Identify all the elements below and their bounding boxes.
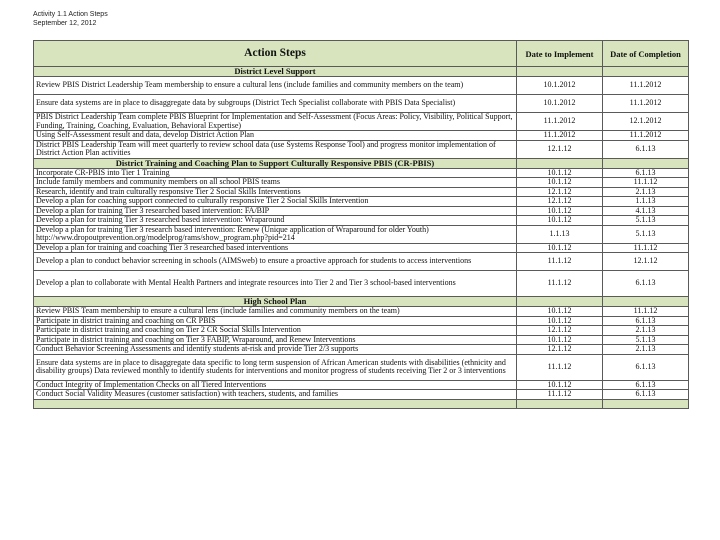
table-row [34, 345, 689, 355]
table-row [34, 216, 689, 226]
completion-date: 12.1.2012 [603, 113, 689, 131]
table-row [34, 187, 689, 197]
action-step-text: Develop a plan for coaching support connected to culturally responsive Tier 2 Social Skills Intervention [34, 197, 517, 207]
action-step-text: Using Self-Assessment result and data, develop District Action Plan [34, 131, 517, 141]
action-step-text: Review PBIS District Leadership Team membership to ensure a cultural lens (include families and community members on the team) [34, 77, 517, 95]
completion-date: 11.1.2012 [603, 77, 689, 95]
implement-date: 11.1.12 [517, 390, 603, 400]
completion-date: 5.1.13 [603, 225, 689, 243]
date-to-implement-header: Date to Implement [517, 41, 603, 67]
implement-date: 10.1.12 [517, 380, 603, 390]
implement-date: 10.1.12 [517, 307, 603, 317]
table-row [34, 225, 689, 243]
action-step-text: Develop a plan to conduct behavior screening in schools (AIMSweb) to ensure a proactive approach for students to access interventions [34, 253, 517, 271]
table-row [34, 113, 689, 131]
table-footer-row [34, 399, 689, 408]
section-row [34, 158, 689, 168]
completion-date: 11.1.2012 [603, 131, 689, 141]
table-row [34, 354, 689, 380]
section-empty-cell [603, 158, 689, 168]
completion-date: 11.1.12 [603, 307, 689, 317]
completion-date: 6.1.13 [603, 168, 689, 178]
action-step-text: Incorporate CR-PBIS into Tier 1 Training [34, 168, 517, 178]
table-row [34, 140, 689, 158]
action-step-text: Ensure data systems are in place to disaggregate data specific to long term suspension of African American students with disabilities (ethnicity and disability groups) Data reviewed monthly to identify students for interventions and monitor progress of students receiving Tier 2 or 3 interventions [34, 354, 517, 380]
document-date: September 12, 2012 [33, 20, 97, 27]
action-step-text: Develop a plan to collaborate with Mental Health Partners and integrate resources into Tier 2 and Tier 3 school-based interventions [34, 271, 517, 297]
completion-date: 5.1.13 [603, 335, 689, 345]
implement-date: 10.1.12 [517, 216, 603, 226]
action-step-text: Develop a plan for training Tier 3 research based intervention: Renew (Unique application of Wraparound for older Youth) http://www.dropoutprevention.org/modelprog/rams/show_program.php?pid=214 [34, 225, 517, 243]
implement-date: 10.1.12 [517, 178, 603, 188]
action-step-text: Review PBIS Team membership to ensure a cultural lens (include families and community members on the team) [34, 307, 517, 317]
implement-date: 10.1.12 [517, 335, 603, 345]
implement-date: 12.1.12 [517, 345, 603, 355]
section-title: District Level Support [34, 67, 517, 77]
implement-date: 1.1.13 [517, 225, 603, 243]
footer-cell [34, 399, 517, 408]
action-step-text: Conduct Social Validity Measures (customer satisfaction) with teachers, students, and families [34, 390, 517, 400]
implement-date: 11.1.2012 [517, 131, 603, 141]
table-row [34, 243, 689, 253]
completion-date: 6.1.13 [603, 380, 689, 390]
action-step-text: Research, identify and train culturally responsive Tier 2 Social Skills Interventions [34, 187, 517, 197]
table-row [34, 380, 689, 390]
completion-date: 6.1.13 [603, 390, 689, 400]
table-row [34, 197, 689, 207]
completion-date: 5.1.13 [603, 216, 689, 226]
action-step-text: Develop a plan for training and coaching Tier 3 researched based interventions [34, 243, 517, 253]
table-row [34, 335, 689, 345]
document-title: Activity 1.1 Action Steps [33, 11, 108, 18]
section-row [34, 297, 689, 307]
implement-date: 11.1.2012 [517, 113, 603, 131]
implement-date: 12.1.12 [517, 326, 603, 336]
table-row [34, 95, 689, 113]
section-empty-cell [517, 67, 603, 77]
implement-date: 12.1.12 [517, 187, 603, 197]
table-row [34, 131, 689, 141]
implement-date: 10.1.12 [517, 206, 603, 216]
implement-date: 12.1.12 [517, 140, 603, 158]
implement-date: 10.1.2012 [517, 95, 603, 113]
action-step-text: Conduct Behavior Screening Assessments and identify students at-risk and provide Tier 2/3 supports [34, 345, 517, 355]
completion-date: 1.1.13 [603, 197, 689, 207]
action-step-text: Participate in district training and coaching on Tier 2 CR Social Skills Intervention [34, 326, 517, 336]
implement-date: 10.1.2012 [517, 77, 603, 95]
completion-date: 11.1.2012 [603, 95, 689, 113]
section-empty-cell [603, 67, 689, 77]
table-row [34, 206, 689, 216]
completion-date: 11.1.12 [603, 178, 689, 188]
action-step-text: Conduct Integrity of Implementation Checks on all Tiered Interventions [34, 380, 517, 390]
table-row [34, 77, 689, 95]
action-step-text: District PBIS Leadership Team will meet quarterly to review school data (use Systems Response Tool) and progress monitor implementation of District Action Plan activities [34, 140, 517, 158]
footer-cell [603, 399, 689, 408]
table-header-row [34, 41, 689, 67]
action-steps-header: Action Steps [34, 41, 517, 67]
table-row [34, 307, 689, 317]
completion-date: 12.1.12 [603, 253, 689, 271]
section-title: High School Plan [34, 297, 517, 307]
completion-date: 6.1.13 [603, 271, 689, 297]
action-step-text: Ensure data systems are in place to disaggregate data by subgroups (District Tech Specialist collaborate with PBIS Data Specialist) [34, 95, 517, 113]
table-row [34, 253, 689, 271]
table-row [34, 316, 689, 326]
table-row [34, 271, 689, 297]
completion-date: 2.1.13 [603, 326, 689, 336]
completion-date: 6.1.13 [603, 316, 689, 326]
action-step-text: PBIS District Leadership Team complete PBIS Blueprint for Implementation and Self-Assessment (Focus Areas: Policy, Visibility, Political Support, Funding, Training, Coaching, Evaluation, Behavioral Expertise) [34, 113, 517, 131]
table-row [34, 326, 689, 336]
implement-date: 11.1.12 [517, 354, 603, 380]
table-row [34, 390, 689, 400]
implement-date: 10.1.12 [517, 316, 603, 326]
implement-date: 11.1.12 [517, 271, 603, 297]
date-of-completion-header: Date of Completion [603, 41, 689, 67]
completion-date: 6.1.13 [603, 354, 689, 380]
action-steps-table [33, 40, 689, 409]
implement-date: 10.1.12 [517, 243, 603, 253]
section-empty-cell [517, 297, 603, 307]
completion-date: 4.1.13 [603, 206, 689, 216]
section-title: District Training and Coaching Plan to Support Culturally Responsive PBIS (CR-PBIS) [34, 158, 517, 168]
completion-date: 11.1.12 [603, 243, 689, 253]
completion-date: 6.1.13 [603, 140, 689, 158]
implement-date: 11.1.12 [517, 253, 603, 271]
completion-date: 2.1.13 [603, 187, 689, 197]
implement-date: 10.1.12 [517, 168, 603, 178]
action-step-text: Develop a plan for training Tier 3 researched based intervention: Wraparound [34, 216, 517, 226]
section-row [34, 67, 689, 77]
section-empty-cell [603, 297, 689, 307]
table-row [34, 178, 689, 188]
footer-cell [517, 399, 603, 408]
section-empty-cell [517, 158, 603, 168]
action-step-text: Include family members and community members on all school PBIS teams [34, 178, 517, 188]
implement-date: 12.1.12 [517, 197, 603, 207]
action-step-text: Develop a plan for training Tier 3 researched based intervention: FA/BIP [34, 206, 517, 216]
action-step-text: Participate in district training and coaching on Tier 3 FABIP, Wraparound, and Renew Interventions [34, 335, 517, 345]
completion-date: 2.1.13 [603, 345, 689, 355]
table-row [34, 168, 689, 178]
action-step-text: Participate in district training and coaching on CR PBIS [34, 316, 517, 326]
